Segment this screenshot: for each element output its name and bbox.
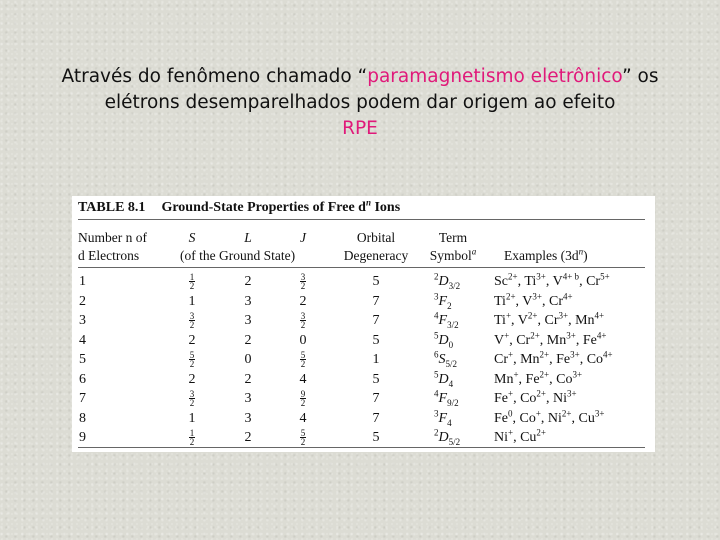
header-term-line1: Term — [438, 230, 468, 245]
cell-s-value-numerator: 3 — [189, 311, 195, 322]
cell-degeneracy: 7 — [372, 313, 380, 328]
cell-j-value: 4 — [299, 410, 307, 426]
cell-j-value — [300, 429, 307, 446]
ion-charge: + — [508, 349, 514, 360]
cell-term — [434, 429, 460, 446]
table-row — [72, 368, 655, 389]
slide-heading — [40, 64, 680, 142]
cell-j — [293, 351, 313, 368]
cell-j-value: 2 — [299, 293, 307, 309]
term-multiplicity: 4 — [434, 310, 439, 321]
cell-examples: Mn+, $Fe^{2+}$, $Co^{3+}$ — [494, 368, 583, 387]
ion-charge: 4+ — [596, 329, 607, 340]
cell-l: 2 — [244, 430, 252, 445]
cell-j-value — [300, 312, 307, 329]
table-row — [72, 312, 655, 329]
cell-s-value-numerator: 1 — [189, 272, 195, 283]
cell-term — [434, 329, 454, 350]
table-row — [72, 351, 655, 368]
cell-j — [293, 390, 313, 407]
ion-symbol: V — [522, 293, 533, 309]
cell-term — [434, 273, 460, 290]
ion-symbol: Cr — [586, 274, 601, 289]
cell-term — [434, 312, 459, 329]
cell-l: 0 — [244, 352, 252, 367]
cell-s — [180, 390, 204, 407]
cell-l: 3 — [244, 313, 252, 328]
cell-n: 1 — [79, 274, 86, 289]
cell-s-value — [189, 351, 196, 368]
cell-examples: Cr+, $Mn^{2+}$, $Fe^{3+}$, $Co^{4+}$ — [494, 349, 613, 367]
header-examples — [504, 247, 588, 265]
ion-charge: + — [508, 427, 514, 438]
cell-l: 2 — [244, 332, 252, 348]
ion-symbol: Co — [520, 391, 537, 406]
cell-examples: Ti+, $V^{2+}$, $Cr^{3+}$, $Mn^{4+}$ — [494, 310, 605, 328]
table-title-superscript: n — [365, 197, 371, 208]
cell-s — [180, 371, 204, 388]
ion-charge: 3+ — [532, 290, 542, 301]
ion-charge: 3+ — [594, 407, 605, 418]
ion-charge: 3+ — [570, 349, 580, 360]
cell-j — [293, 371, 313, 388]
cell-s-value: 2 — [188, 332, 196, 348]
ion-charge: 3+ — [572, 368, 583, 379]
cell-n: 5 — [79, 352, 86, 367]
cell-s-value-numerator: 3 — [189, 389, 195, 400]
term-letter: S — [438, 352, 446, 367]
cell-s-value-numerator: 1 — [189, 428, 195, 439]
term-multiplicity: 3 — [434, 290, 439, 301]
ion-symbol: Cu — [520, 430, 537, 445]
ion-charge: 4+ — [603, 349, 613, 360]
term-j: 4 — [448, 378, 454, 389]
cell-j — [293, 273, 313, 290]
ion-charge: 2+ — [527, 310, 538, 321]
table-row — [72, 329, 655, 350]
header-orbital-line2: Degeneracy — [343, 248, 409, 263]
term-multiplicity: 3 — [434, 407, 439, 418]
cell-s — [180, 429, 204, 446]
ion-charge: 2+ — [508, 271, 518, 282]
cell-l: 2 — [244, 274, 252, 289]
ion-charge: 2+ — [539, 368, 550, 379]
term-letter: D — [438, 274, 449, 289]
term-j: 3/2 — [447, 319, 459, 330]
cell-s-value — [189, 273, 196, 290]
ion-charge: + — [508, 388, 514, 399]
ion-charge: 2+ — [539, 349, 550, 360]
ion-symbol: Fe — [582, 332, 597, 348]
cell-term — [434, 290, 452, 311]
cell-j — [293, 410, 313, 427]
ion-symbol: V — [517, 313, 528, 328]
cell-j-value-numerator: 3 — [300, 272, 306, 283]
cell-s-value-denominator: 2 — [189, 281, 195, 292]
heading-highlight-rpe: RPE — [342, 118, 378, 139]
ion-symbol: Ni — [547, 410, 562, 426]
ion-symbol: Sc — [494, 274, 508, 289]
cell-s — [180, 410, 204, 427]
cell-j-value-denominator: 2 — [300, 281, 306, 292]
table-title: Ground-State Properties of Free d — [161, 200, 366, 215]
ion-symbol: Cu — [578, 410, 595, 426]
cell-n: 9 — [79, 430, 86, 445]
cell-s — [180, 351, 204, 368]
cell-s — [180, 332, 204, 349]
term-j: 0 — [448, 339, 454, 350]
ion-charge: 4+ b — [562, 271, 580, 282]
cell-s-value — [189, 429, 196, 446]
cell-degeneracy: 5 — [372, 371, 380, 387]
cell-j-value-denominator: 2 — [300, 398, 306, 409]
term-j: 3/2 — [448, 280, 461, 291]
cell-n: 8 — [79, 410, 86, 426]
cell-examples: Fe$^0$, Co+, $Ni^{2+}$, $Cu^{3+}$ — [494, 407, 605, 426]
header-examples-text: Examples (3d — [504, 248, 579, 263]
cell-j-value-denominator: 2 — [300, 359, 306, 370]
table-caption — [78, 197, 401, 216]
ion-symbol: Cr — [548, 293, 563, 309]
cell-j-value — [300, 351, 307, 368]
cell-s-value-denominator: 2 — [189, 437, 195, 448]
ion-symbol: Mn — [494, 371, 514, 387]
term-letter: D — [438, 332, 449, 348]
ion-symbol: Fe — [556, 352, 571, 367]
term-letter: F — [438, 313, 448, 328]
cell-j-value: 0 — [299, 332, 307, 348]
ion-charge: + — [505, 310, 512, 321]
cell-j — [293, 332, 313, 349]
cell-degeneracy: 5 — [372, 274, 380, 289]
header-rule — [78, 267, 645, 268]
cell-s-value: 2 — [188, 371, 196, 387]
cell-j-value — [300, 390, 307, 407]
ion-charge: 2+ — [505, 290, 516, 301]
ion-symbol: Ni — [553, 391, 567, 406]
term-j: 2 — [447, 300, 452, 311]
header-n — [78, 229, 147, 265]
cell-s-value: 1 — [188, 410, 196, 426]
term-letter: D — [438, 430, 449, 445]
cell-term — [434, 351, 457, 368]
term-letter: F — [438, 293, 448, 309]
cell-j-value-numerator: 9 — [300, 389, 306, 400]
header-examples-sup: n — [578, 246, 584, 257]
cell-degeneracy: 5 — [372, 332, 380, 348]
cell-s-value-denominator: 2 — [189, 359, 195, 370]
cell-examples: Ni+, $Cu^{2+}$ — [494, 427, 546, 445]
cell-j-value-numerator: 5 — [300, 428, 306, 439]
cell-l: 3 — [244, 410, 252, 426]
cell-s-value — [189, 312, 196, 329]
header-ground-state-note: (of the Ground State) — [180, 248, 296, 263]
header-term-line2: Symbol — [429, 248, 472, 263]
ion-charge: 4+ — [562, 290, 573, 301]
term-multiplicity: 2 — [434, 271, 439, 282]
ion-symbol: Cr — [516, 332, 531, 348]
cell-term — [434, 368, 454, 389]
ion-symbol: Fe — [525, 371, 540, 387]
term-multiplicity: 5 — [434, 329, 439, 340]
ion-symbol: Ti — [494, 293, 506, 309]
cell-j — [293, 293, 313, 310]
cell-degeneracy: 5 — [372, 430, 380, 445]
table-image — [72, 196, 655, 452]
header-n-line1: Number n of — [78, 230, 147, 245]
cell-n: 3 — [79, 313, 86, 328]
header-orbital-line1: Orbital — [356, 230, 396, 245]
bottom-rule — [78, 447, 645, 448]
cell-s — [180, 312, 204, 329]
ion-charge: 2+ — [530, 329, 540, 340]
ion-symbol: Co — [556, 371, 573, 387]
cell-n: 4 — [79, 332, 86, 348]
cell-l: 2 — [244, 371, 252, 387]
term-letter: F — [438, 410, 448, 426]
ion-charge: 5+ — [600, 271, 610, 282]
cell-s — [180, 273, 204, 290]
cell-s-value-numerator: 5 — [189, 350, 195, 361]
cell-degeneracy: 1 — [372, 352, 380, 367]
cell-s-value — [189, 390, 196, 407]
table-title-end: Ions — [370, 200, 401, 215]
header-term-footnote: a — [471, 246, 477, 257]
ion-symbol: Co — [586, 352, 604, 367]
term-multiplicity: 6 — [434, 349, 439, 360]
ion-symbol: Ti — [494, 313, 506, 328]
cell-degeneracy: 7 — [372, 391, 380, 406]
cell-s-value: 1 — [188, 293, 196, 309]
table-row — [72, 407, 655, 428]
ion-charge: + — [535, 407, 541, 418]
ion-charge: 2+ — [561, 407, 572, 418]
term-multiplicity: 5 — [434, 368, 439, 379]
cell-examples: Fe+, $Co^{2+}$, $Ni^{3+}$ — [494, 388, 577, 406]
cell-j-value-denominator: 2 — [300, 320, 306, 331]
header-term — [422, 229, 484, 265]
ion-symbol: Co — [519, 410, 536, 426]
cell-j-value — [300, 273, 307, 290]
cell-term — [434, 390, 459, 407]
ion-symbol: Ti — [524, 274, 537, 289]
cell-j-value: 4 — [299, 371, 307, 387]
cell-l: 3 — [244, 391, 252, 406]
ion-charge: 2+ — [536, 427, 546, 438]
heading-highlight-paramagnetism: paramagnetismo eletrônico — [367, 66, 623, 87]
term-j: 4 — [447, 417, 452, 428]
ion-symbol: Mn — [520, 352, 540, 367]
cell-s-value-denominator: 2 — [189, 398, 195, 409]
cell-examples: $Ti^{2+}$, $V^{3+}$, $Cr^{4+}$ — [494, 290, 573, 309]
header-n-line2: d Electrons — [78, 248, 140, 263]
table-row — [72, 290, 655, 311]
term-j: 5/2 — [448, 436, 461, 447]
header-l: L — [244, 230, 252, 245]
table-row — [72, 273, 655, 290]
ion-charge: 3+ — [566, 329, 576, 340]
table-number: TABLE 8.1 — [78, 200, 146, 215]
term-j: 5/2 — [445, 358, 458, 369]
ion-symbol: V — [494, 332, 505, 348]
term-letter: F — [438, 391, 448, 406]
cell-s-value-denominator: 2 — [189, 320, 195, 331]
ion-charge: 2+ — [536, 388, 546, 399]
ion-symbol: Ni — [494, 430, 508, 445]
header-s: S — [188, 230, 196, 245]
cell-term — [434, 407, 452, 428]
heading-text-1: Através do fenômeno chamado “ — [61, 66, 368, 87]
ion-symbol: Mn — [575, 313, 595, 328]
cell-j-value-denominator: 2 — [300, 437, 306, 448]
cell-j-value-numerator: 5 — [300, 350, 306, 361]
term-letter: D — [438, 371, 449, 387]
cell-j-value-numerator: 3 — [300, 311, 306, 322]
ion-charge: 3+ — [558, 310, 569, 321]
cell-degeneracy: 7 — [372, 410, 380, 426]
ion-charge: 3+ — [567, 388, 577, 399]
cell-n: 6 — [79, 371, 86, 387]
ion-symbol: Fe — [494, 391, 508, 406]
heading-text-2: ” os elétrons desemparelhados podem dar origem ao efeito — [104, 66, 659, 113]
cell-l: 3 — [244, 293, 252, 309]
ion-charge: + — [513, 368, 519, 379]
cell-j — [293, 429, 313, 446]
term-j: 9/2 — [447, 397, 459, 408]
table-row — [72, 429, 655, 446]
top-rule — [78, 219, 645, 220]
ion-symbol: Cr — [494, 352, 508, 367]
table-row — [72, 390, 655, 407]
header-orbital — [336, 229, 416, 265]
ion-symbol: Fe — [494, 410, 508, 426]
ion-symbol: Cr — [544, 313, 559, 328]
cell-j — [293, 312, 313, 329]
ion-charge: 3+ — [536, 271, 546, 282]
term-multiplicity: 2 — [434, 427, 439, 438]
term-multiplicity: 4 — [434, 388, 439, 399]
ion-charge: + — [504, 329, 510, 340]
cell-s — [180, 293, 204, 310]
ion-charge: 0 — [508, 407, 513, 418]
ion-symbol: Mn — [546, 332, 567, 348]
ion-charge: 4+ — [594, 310, 605, 321]
ion-symbol: V — [552, 274, 563, 289]
cell-examples: $Sc^{2+}$, $Ti^{3+}$, $V^{4+ b}$, $Cr^{5+}$ — [494, 271, 610, 289]
header-examples-end: ) — [583, 248, 588, 263]
cell-n: 7 — [79, 391, 86, 406]
cell-n: 2 — [79, 293, 86, 309]
header-j: J — [300, 230, 306, 245]
cell-degeneracy: 7 — [372, 293, 380, 309]
cell-examples: V+, $Cr^{2+}$, $Mn^{3+}$, $Fe^{4+}$ — [494, 329, 607, 348]
